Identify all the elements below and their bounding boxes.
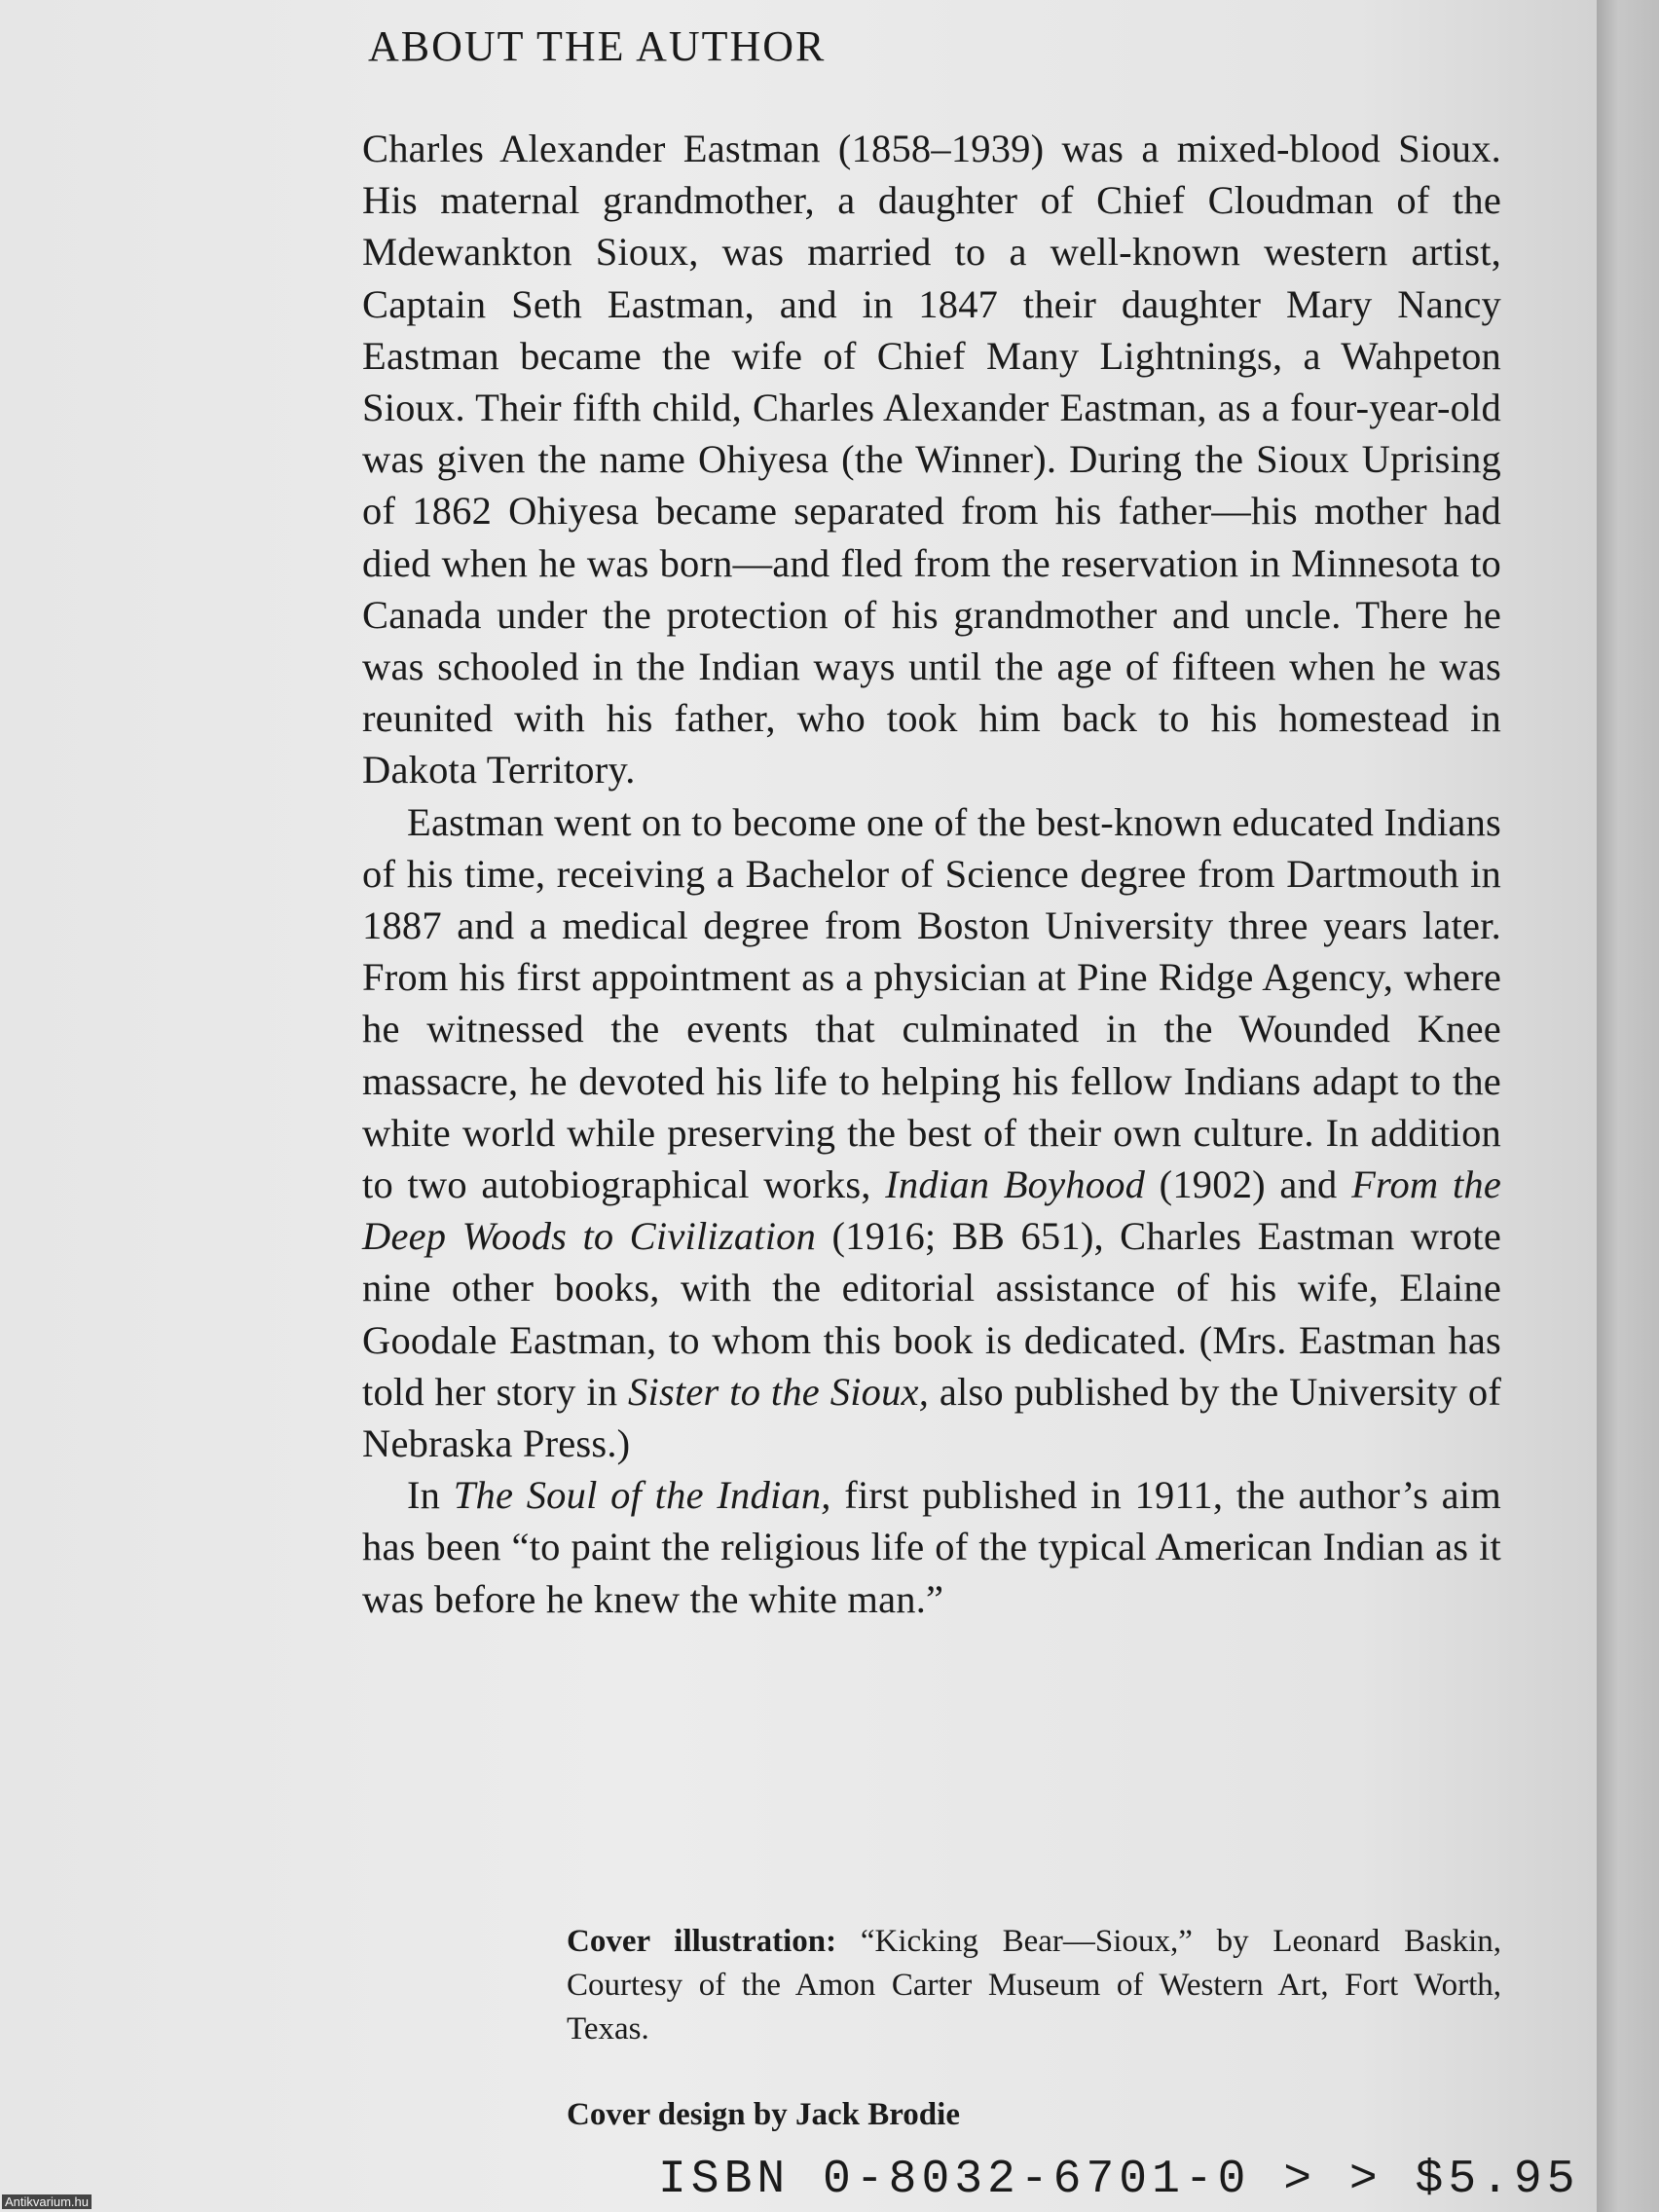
book-title-soul-of-the-indian: The Soul of the Indian, xyxy=(453,1473,831,1518)
credit-text: “Kicking Bear—Sioux,” by Leonard Baskin, Courtesy of the Amon Carter Museum of Western Art, Fort Worth, Texas. xyxy=(567,1924,1501,2046)
cover-illustration-credit xyxy=(567,1920,1501,2051)
cover-design-credit: Cover design by Jack Brodie xyxy=(567,2097,960,2132)
watermark: Antikvarium.hu xyxy=(2,2194,92,2209)
credit-label: Cover illustration: xyxy=(567,1924,837,1959)
bio-paragraph-3 xyxy=(362,1469,1501,1625)
book-title-deep-woods: From the Deep Woods to Civilization xyxy=(362,1162,1502,1259)
author-bio xyxy=(362,123,1501,1625)
isbn-price-line: ISBN 0-8032-6701-0 > > $5.95 xyxy=(658,2154,1580,2206)
book-title-sister-to-the-sioux: Sister to the Sioux, xyxy=(628,1369,930,1414)
section-heading: ABOUT THE AUTHOR xyxy=(368,22,827,70)
bio-paragraph-1: Charles Alexander Eastman (1858–1939) was a mixed-blood Sioux. His maternal grandmother, a daughter of Chief Cloudman of the Mdewankton Sioux, was married to a well-known western artist, Captain Seth Eastman, and in 1847 their daughter Mary Nancy Eastman became the wife of Chief Many Lightnings, a Wahpeton Sioux. Their fifth child, Charles Alexander Eastman, as a four-year-old was given the name Ohiyesa (the Winner). During the Sioux Uprising of 1862 Ohiyesa became separated from his father—his mother had died when he was born—and fled from the reservation in Minnesota to Canada under the protection of his grandmother and uncle. There he was schooled in the Indian ways until the age of fifteen when he was reunited with his father, who took him back to his homestead in Dakota Territory. xyxy=(362,127,1501,793)
bio-text: (1902) and xyxy=(1159,1162,1338,1207)
bio-text: first published in 1911, the author’s aim has been “to paint the religious life of the typical American Indian as it was before he knew the white man.” xyxy=(362,1473,1502,1621)
bio-text: (1916; BB 651), Charles Eastman wrote nine other books, with the editorial assistance of his wife, Elaine Goodale Eastman, to whom this book is dedicated. (Mrs. Eastman has told her story in xyxy=(362,1214,1501,1414)
bio-paragraph-2 xyxy=(362,796,1501,1470)
bio-text: also published by the University of Nebraska Press.) xyxy=(362,1369,1501,1466)
book-title-indian-boyhood: Indian Boyhood xyxy=(885,1162,1146,1207)
page-edge-shadow xyxy=(1597,0,1659,2212)
bio-text: In xyxy=(407,1473,441,1518)
bio-text: Eastman went on to become one of the best-known educated Indians of his time, receiving a Bachelor of Science degree from Dartmouth in 1887 and a medical degree from Boston University three years later. From his first appointment as a physician at Pine Ridge Agency, where he witnessed the events that culminated in the Wounded Knee massacre, he devoted his life to helping his fellow Indians adapt to the white world while preserving the best of their own culture. In addition to two autobiographical works, xyxy=(362,799,1501,1207)
